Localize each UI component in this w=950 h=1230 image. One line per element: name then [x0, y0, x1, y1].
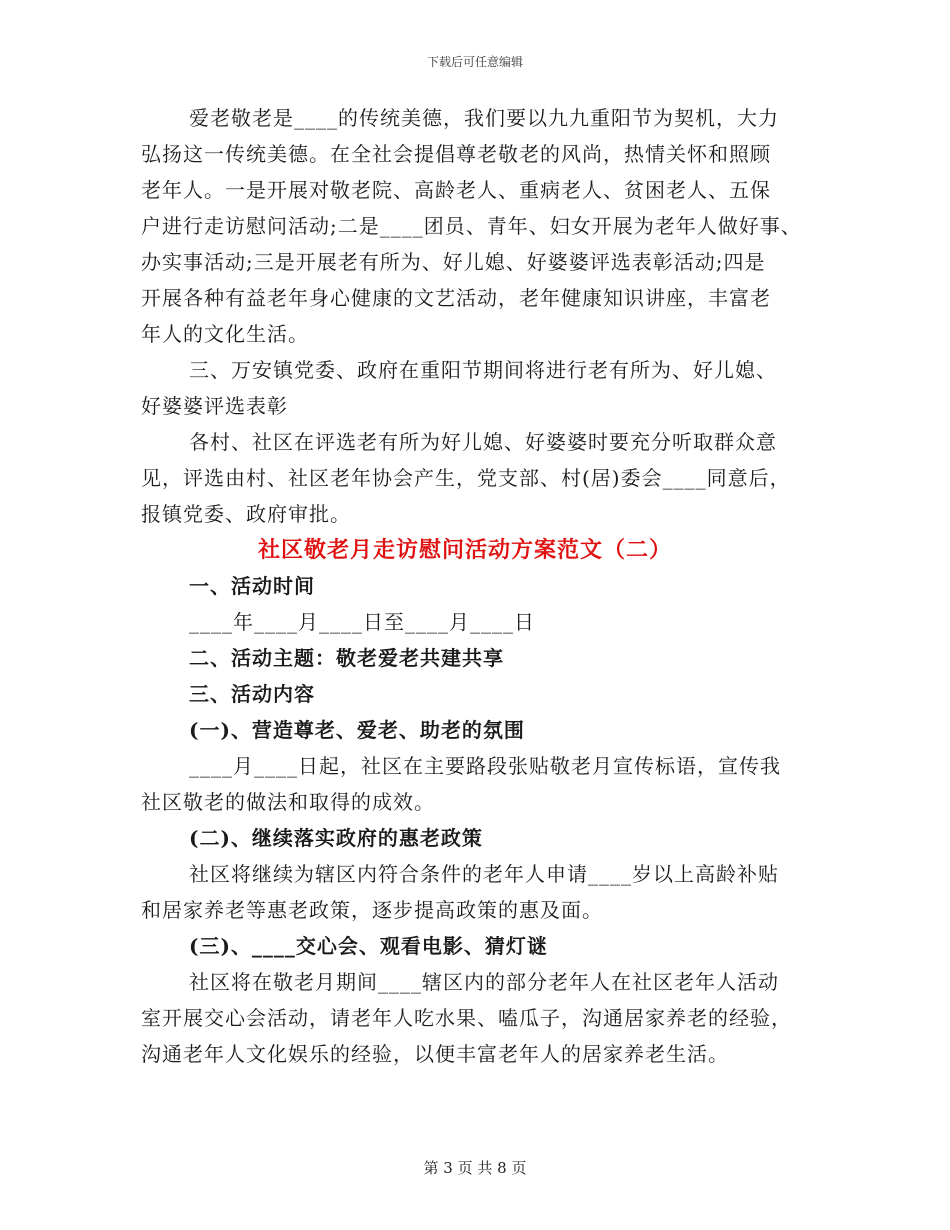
- section-heading: 一、活动时间: [189, 574, 315, 598]
- paragraph-line: 老年人。一是开展对敬老院、高龄老人、重病老人、贫困老人、五保: [141, 178, 771, 202]
- paragraph-line: 社区敬老的做法和取得的成效。: [141, 790, 435, 814]
- paragraph-line: 户进行走访慰问活动;二是____团员、青年、妇女开展为老年人做好事、: [141, 214, 802, 238]
- paragraph-line: 弘扬这一传统美德。在全社会提倡尊老敬老的风尚，热情关怀和照顾: [141, 142, 771, 166]
- page-header: 下载后可任意编辑: [426, 55, 523, 69]
- section-heading: 三、万安镇党委、政府在重阳节期间将进行老有所为、好儿媳、: [189, 358, 777, 382]
- section-heading: 三、活动内容: [189, 682, 315, 706]
- date-line: ____年____月____日至____月____日: [189, 610, 535, 634]
- subsection-heading: (一)、营造尊老、爱老、助老的氛围: [189, 718, 525, 742]
- paragraph-line: 办实事活动;三是开展老有所为、好儿媳、好婆婆评选表彰活动;四是: [141, 250, 766, 274]
- paragraph-line: 社区将在敬老月期间____辖区内的部分老年人在社区老年人活动: [189, 970, 779, 994]
- document-title: 社区敬老月走访慰问活动方案范文（二）: [257, 537, 672, 563]
- section-heading: 好婆婆评选表彰: [141, 394, 288, 418]
- subsection-heading: (三)、____交心会、观看电影、猜灯谜: [189, 934, 548, 958]
- document-body: [141, 100, 809, 1072]
- paragraph-line: 和居家养老等惠老政策，逐步提高政策的惠及面。: [141, 898, 603, 922]
- paragraph-line: 各村、社区在评选老有所为好儿媳、好婆婆时要充分听取群众意: [189, 430, 777, 454]
- section-heading: 二、活动主题：敬老爱老共建共享: [189, 646, 504, 670]
- paragraph-line: 社区将继续为辖区内符合条件的老年人申请____岁以上高龄补贴: [189, 862, 779, 886]
- paragraph-line: 室开展交心会活动，请老年人吃水果、嗑瓜子，沟通居家养老的经验，: [141, 1006, 792, 1030]
- paragraph-line: 报镇党委、政府审批。: [141, 502, 351, 526]
- subsection-heading: (二)、继续落实政府的惠老政策: [189, 826, 483, 850]
- page-footer: 第 3 页 共 8 页: [423, 1159, 527, 1177]
- paragraph-line: 沟通老年人文化娱乐的经验，以便丰富老年人的居家养老生活。: [141, 1042, 729, 1066]
- paragraph-line: 开展各种有益老年身心健康的文艺活动，老年健康知识讲座，丰富老: [141, 286, 771, 310]
- paragraph-line: 年人的文化生活。: [141, 322, 309, 346]
- paragraph-line: 爱老敬老是____的传统美德，我们要以九九重阳节为契机，大力: [189, 106, 779, 130]
- paragraph-line: 见，评选由村、社区老年协会产生，党支部、村(居)委会____同意后，: [141, 466, 791, 490]
- paragraph-line: ____月____日起，社区在主要路段张贴敬老月宣传标语，宣传我: [189, 754, 781, 778]
